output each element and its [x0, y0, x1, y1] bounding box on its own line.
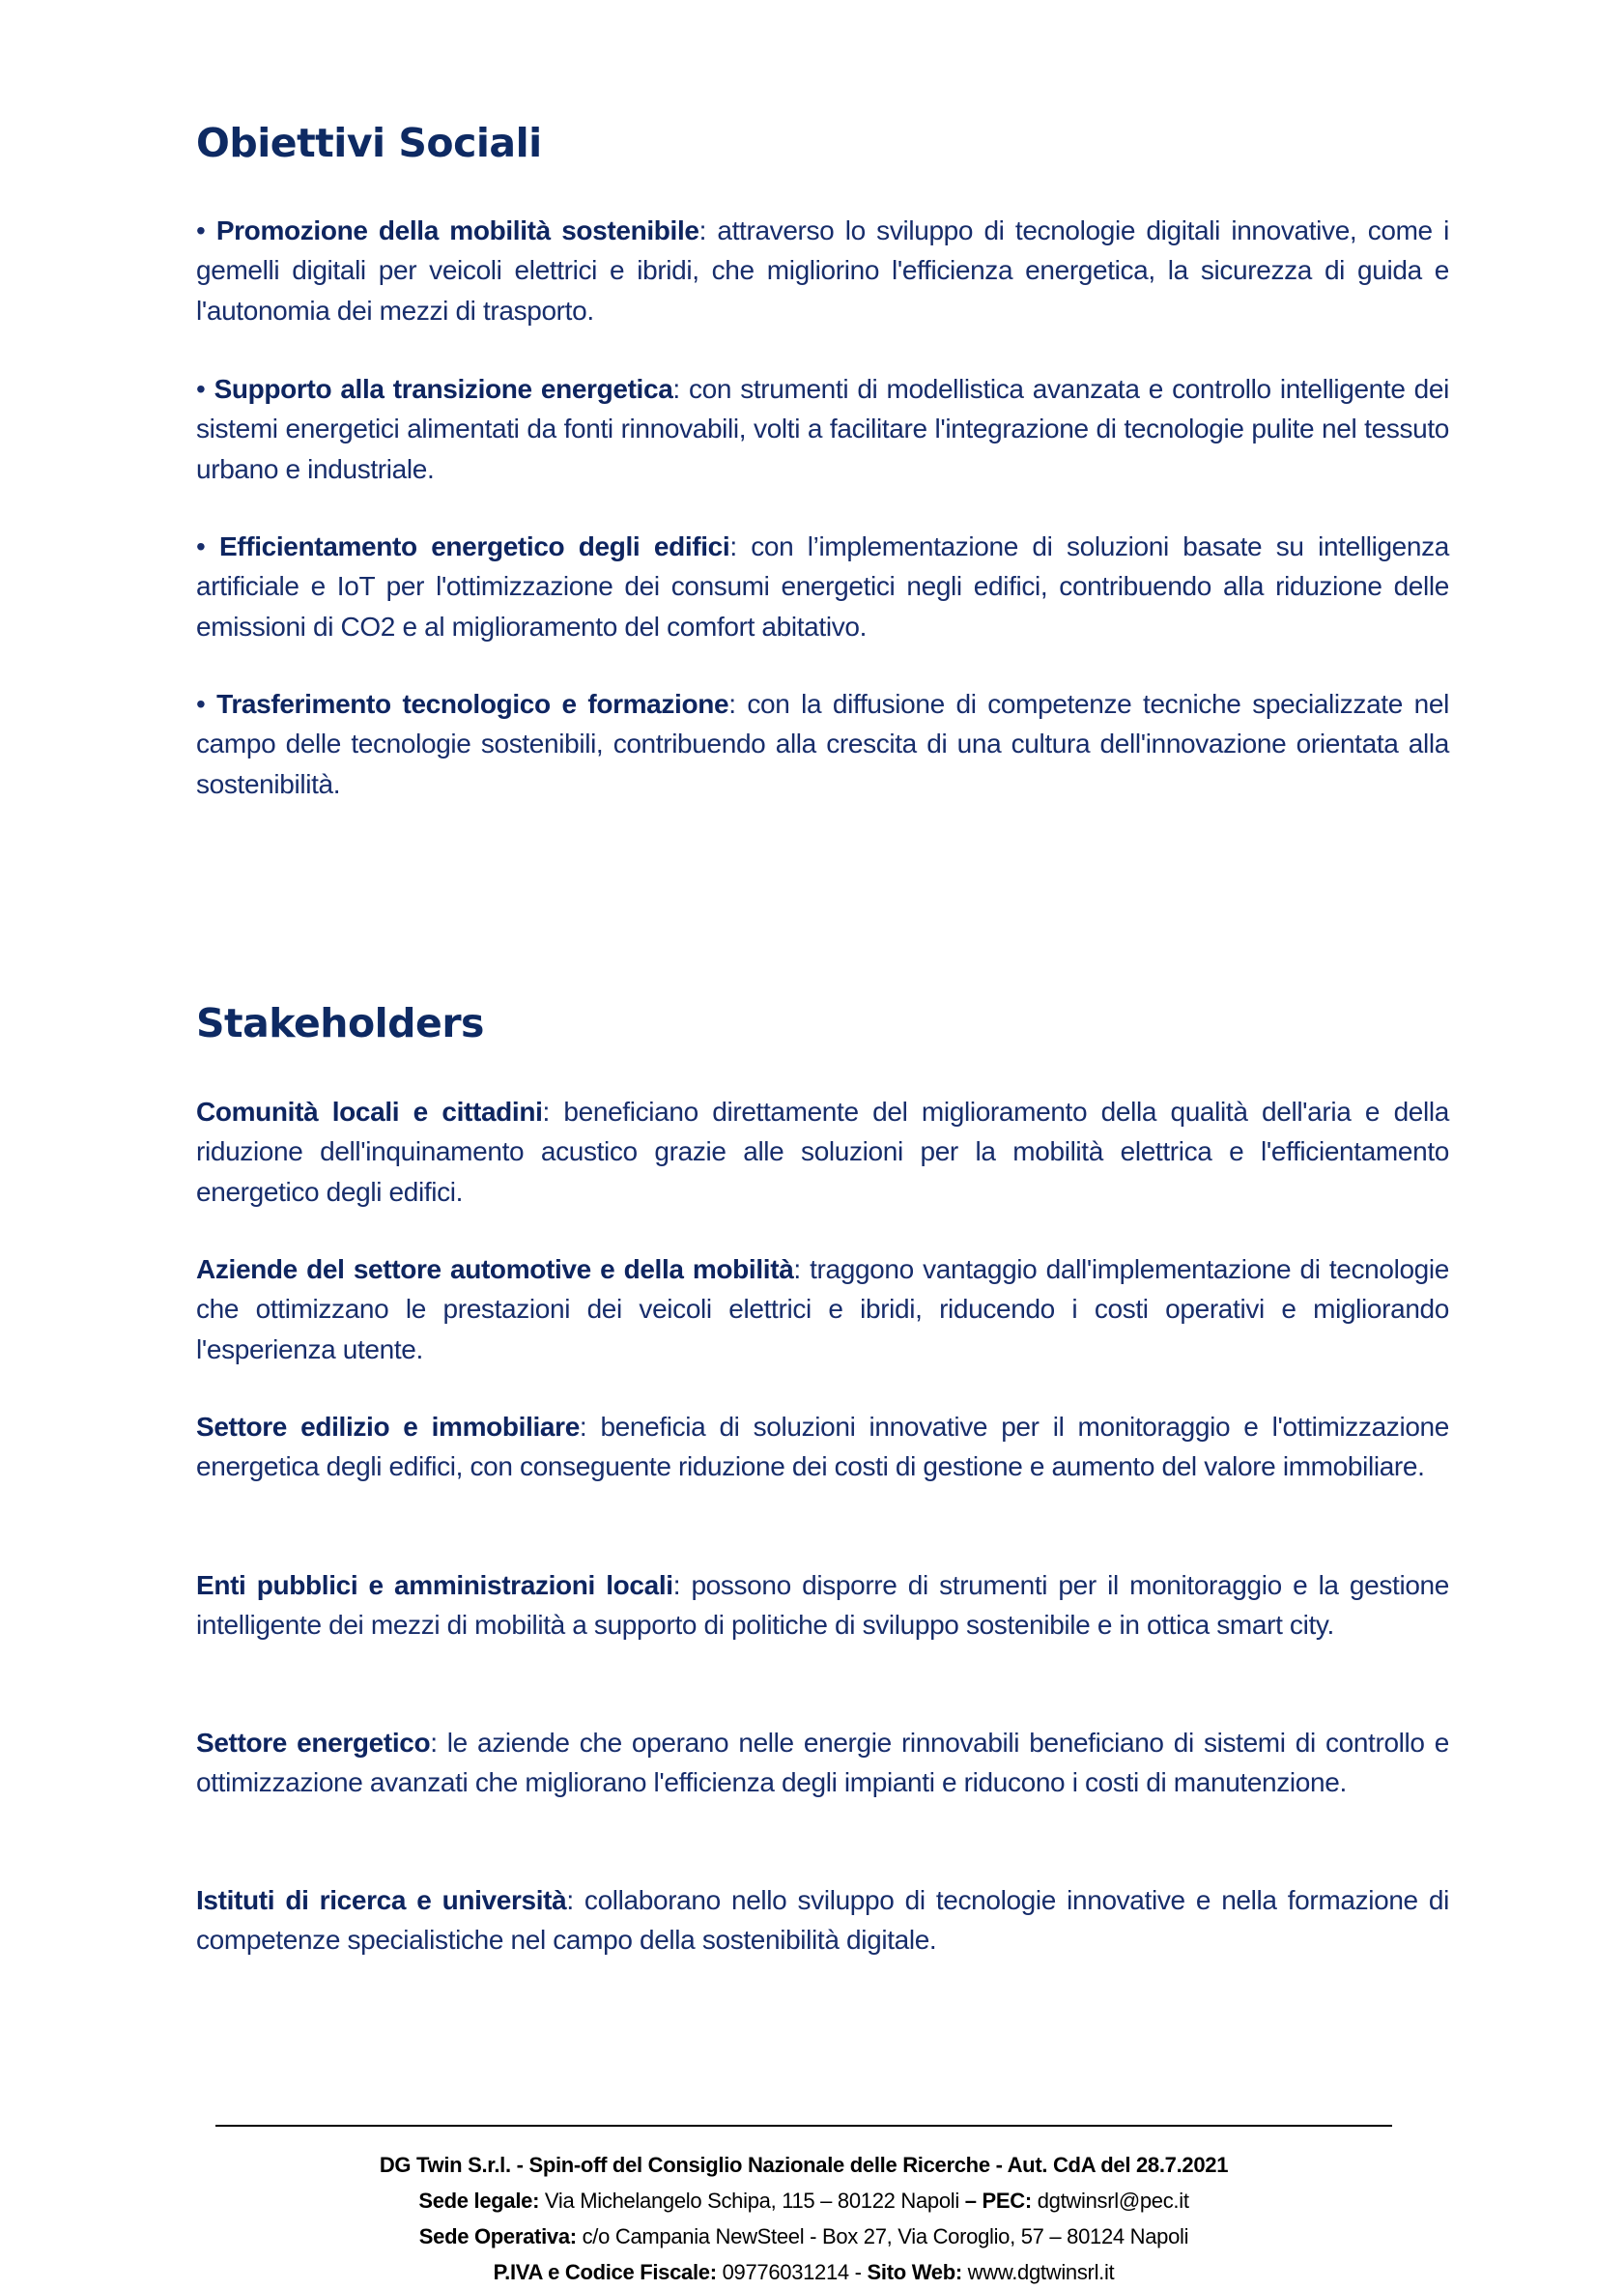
footer-piva-label: P.IVA e Codice Fiscale: [493, 2260, 717, 2284]
footer-operativa-line [0, 2218, 1608, 2254]
obiettivo-item [196, 369, 1449, 489]
obiettivo-text: : con l’implementazione di soluzioni basate su intelligenza artificiale e IoT per l'ottimizzazione dei consumi energetici negli edifici, contribuendo alla riduzione delle emissioni di CO2 e al miglioramento del comfort abitativo. [196, 531, 1449, 642]
stakeholder-text: : le aziende che operano nelle energie rinnovabili beneficiano di sistemi di controllo e ottimizzazione avanzati che migliorano l'efficienza degli impianti e riducono i costi di manutenzione. [196, 1728, 1449, 1798]
obiettivo-label: Efficientamento energetico degli edifici [218, 531, 730, 561]
stakeholder-label: Aziende del settore automotive e della mobilità [196, 1254, 794, 1284]
footer-company-line [0, 2147, 1608, 2183]
bullet: • [196, 215, 216, 245]
footer-web-label: Sito Web: [867, 2260, 962, 2284]
stakeholder-label: Settore energetico [196, 1728, 431, 1758]
footer-pec-label: – PEC: [964, 2189, 1032, 2213]
page-footer [0, 2147, 1608, 2290]
obiettivo-label: Trasferimento tecnologico e formazione [216, 689, 729, 719]
obiettivo-text: : con la diffusione di competenze tecniche specializzate nel campo delle tecnologie sostenibili, contribuendo alla crescita di una cultura dell'innovazione orientata alla sostenibilità. [196, 689, 1449, 799]
footer-pec-value: dgtwinsrl@pec.it [1031, 2189, 1189, 2213]
section-title-obiettivi-sociali: Obiettivi Sociali [196, 120, 542, 166]
stakeholder-label: Enti pubblici e amministrazioni locali [196, 1570, 673, 1600]
footer-piva-value: 09776031214 - [716, 2260, 868, 2284]
footer-divider [215, 2125, 1392, 2127]
stakeholder-text: : traggono vantaggio dall'implementazione di tecnologie che ottimizzano le prestazioni dei veicoli elettrici e ibridi, riducendo i costi operativi e migliorando l'esperienza utente. [196, 1254, 1449, 1364]
footer-web-value: www.dgtwinsrl.it [961, 2260, 1115, 2284]
stakeholder-text: : beneficiano direttamente del miglioramento della qualità dell'aria e della riduzione dell'inquinamento acustico grazie alle soluzioni per la mobilità elettrica e l'efficientamento energetico degli edifici. [196, 1097, 1449, 1207]
obiettivo-text: : con strumenti di modellistica avanzata e controllo intelligente dei sistemi energetici alimentati da fonti rinnovabili, volti a facilitare l'integrazione di tecnologie pulite nel tessuto urbano e industriale. [196, 374, 1449, 484]
stakeholder-item [196, 1723, 1449, 1803]
bullet: • [196, 374, 214, 404]
footer-operativa-label: Sede Operativa: [418, 2224, 577, 2248]
stakeholder-item [196, 1407, 1449, 1487]
stakeholder-item [196, 1880, 1449, 1961]
obiettivo-item [196, 211, 1449, 330]
bullet: • [196, 689, 217, 719]
footer-operativa-address: c/o Campania NewSteel - Box 27, Via Coroglio, 57 – 80124 Napoli [576, 2224, 1189, 2248]
stakeholder-text: : possono disporre di strumenti per il monitoraggio e la gestione intelligente dei mezzi di mobilità a supporto di politiche di sviluppo sostenibile e in ottica smart city. [196, 1570, 1449, 1641]
stakeholder-label: Settore edilizio e immobiliare [196, 1412, 580, 1442]
footer-legal-line [0, 2183, 1608, 2218]
stakeholder-item [196, 1249, 1449, 1369]
stakeholder-text: : beneficia di soluzioni innovative per il monitoraggio e l'ottimizzazione energetica degli edifici, con conseguente riduzione dei costi di gestione e aumento del valore immobiliare. [196, 1412, 1449, 1482]
obiettivo-text: : attraverso lo sviluppo di tecnologie digitali innovative, come i gemelli digitali per veicoli elettrici e ibridi, che migliorino l'efficienza energetica, la sicurezza di guida e l'autonomia dei mezzi di trasporto. [196, 215, 1449, 326]
stakeholder-label: Comunità locali e cittadini [196, 1097, 543, 1127]
stakeholder-text: : collaborano nello sviluppo di tecnologie innovative e nella formazione di competenze specialistiche nel campo della sostenibilità digitale. [196, 1885, 1449, 1956]
obiettivo-label: Supporto alla transizione energetica [214, 374, 673, 404]
stakeholder-item [196, 1565, 1449, 1646]
obiettivo-label: Promozione della mobilità sostenibile [215, 215, 699, 245]
footer-company: DG Twin S.r.l. - Spin-off del Consiglio Nazionale delle Ricerche - Aut. CdA del 28.7.2021 [379, 2153, 1229, 2177]
obiettivo-item [196, 684, 1449, 804]
footer-legal-label: Sede legale: [418, 2189, 540, 2213]
bullet: • [196, 531, 219, 561]
obiettivo-item [196, 527, 1449, 646]
stakeholder-label: Istituti di ricerca e università [196, 1885, 567, 1915]
section-title-stakeholders: Stakeholders [196, 1000, 484, 1046]
footer-legal-address: Via Michelangelo Schipa, 115 – 80122 Napoli [539, 2189, 965, 2213]
footer-piva-line [0, 2254, 1608, 2290]
stakeholder-item [196, 1092, 1449, 1212]
